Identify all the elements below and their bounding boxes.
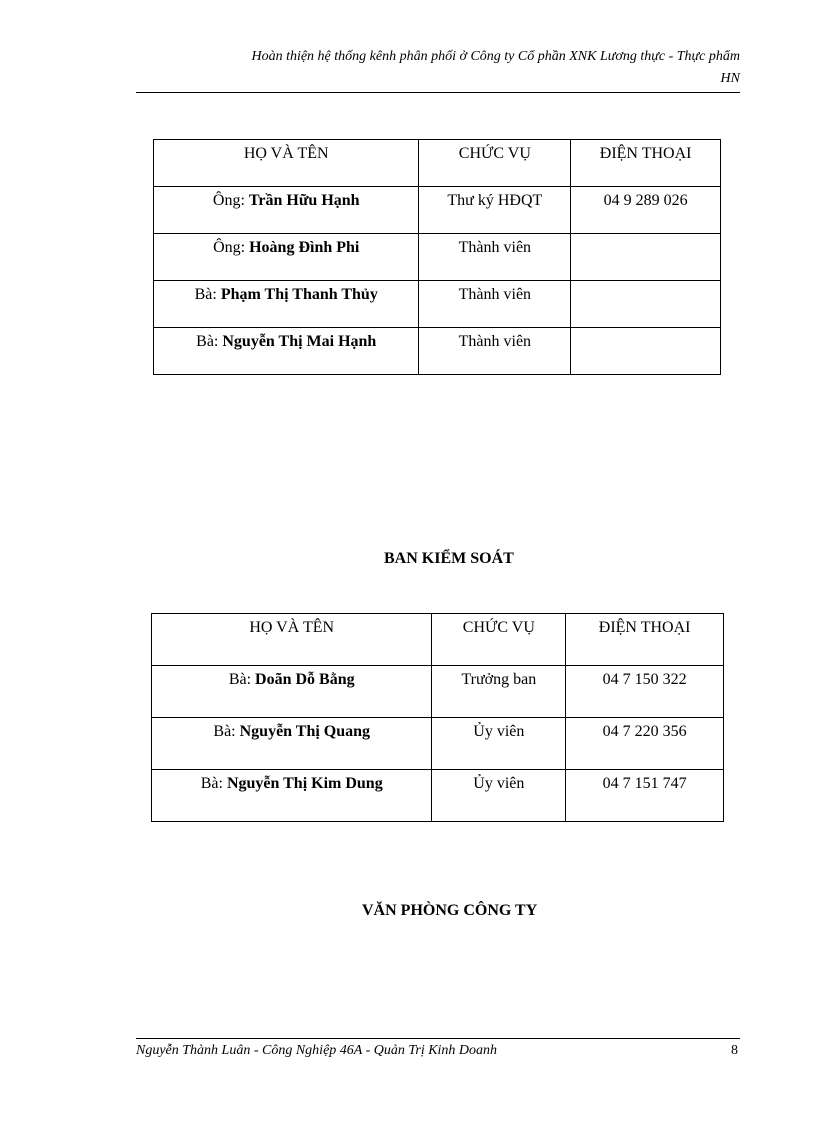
header-divider — [136, 92, 740, 93]
table-header-row — [154, 140, 721, 187]
member-name: Nguyễn Thị Kim Dung — [226, 775, 383, 792]
header-line-1: Hoàn thiện hệ thống kênh phân phối ở Công ty Cổ phần XNK Lương thực - Thực phẩm — [251, 49, 740, 64]
member-name-cell — [154, 234, 419, 281]
member-phone — [571, 234, 721, 281]
board-members-table — [153, 139, 721, 375]
table-row — [152, 770, 724, 822]
member-name-cell — [154, 328, 419, 375]
member-name-cell — [152, 770, 432, 822]
footer-divider — [136, 1038, 740, 1039]
table-row — [152, 718, 724, 770]
member-prefix: Ông: — [212, 192, 245, 209]
member-name-cell — [154, 187, 419, 234]
member-phone: 04 7 150 322 — [566, 666, 724, 718]
page-header — [136, 46, 740, 90]
member-position: Thành viên — [419, 234, 571, 281]
member-prefix: Ông: — [213, 239, 246, 256]
control-board-table — [151, 613, 724, 822]
member-phone — [571, 281, 721, 328]
table-row — [154, 234, 721, 281]
member-prefix: Bà: — [200, 775, 223, 792]
table-row — [154, 281, 721, 328]
member-name-cell — [152, 666, 432, 718]
member-name: Phạm Thị Thanh Thủy — [220, 286, 378, 303]
member-name-cell — [152, 718, 432, 770]
member-prefix: Bà: — [194, 286, 217, 303]
member-phone: 04 7 151 747 — [566, 770, 724, 822]
header-position: CHỨC VỤ — [419, 140, 571, 187]
header-name: HỌ VÀ TÊN — [152, 614, 432, 666]
member-name-cell — [154, 281, 419, 328]
table-row — [152, 666, 724, 718]
page-number: 8 — [731, 1043, 738, 1058]
member-position: Thành viên — [419, 328, 571, 375]
member-phone — [571, 328, 721, 375]
member-name: Doãn Dỗ Bằng — [255, 671, 355, 688]
member-name: Hoàng Đình Phi — [249, 239, 360, 256]
header-name: HỌ VÀ TÊN — [154, 140, 419, 187]
company-office-title: VĂN PHÒNG CÔNG TY — [362, 902, 538, 919]
table-row — [154, 328, 721, 375]
member-position: Thư ký HĐQT — [419, 187, 571, 234]
member-position: Trưởng ban — [432, 666, 566, 718]
table-header-row — [152, 614, 724, 666]
page-footer — [136, 1042, 740, 1060]
member-phone: 04 7 220 356 — [566, 718, 724, 770]
member-name: Trần Hữu Hạnh — [248, 192, 360, 209]
member-prefix: Bà: — [213, 723, 236, 740]
member-phone: 04 9 289 026 — [571, 187, 721, 234]
member-position: Ủy viên — [432, 718, 566, 770]
control-board-title: BAN KIỂM SOÁT — [384, 550, 514, 567]
member-name: Nguyễn Thị Mai Hạnh — [222, 333, 377, 350]
footer-author: Nguyễn Thành Luân - Công Nghiệp 46A - Quản Trị Kinh Doanh — [136, 1043, 498, 1058]
member-name: Nguyễn Thị Quang — [239, 723, 371, 740]
header-position: CHỨC VỤ — [432, 614, 566, 666]
member-position: Thành viên — [419, 281, 571, 328]
member-prefix: Bà: — [228, 671, 252, 688]
header-phone: ĐIỆN THOẠI — [571, 140, 721, 187]
table-row — [154, 187, 721, 234]
member-position: Ủy viên — [432, 770, 566, 822]
header-line-2: HN — [720, 71, 740, 86]
header-phone: ĐIỆN THOẠI — [566, 614, 724, 666]
member-prefix: Bà: — [196, 333, 219, 350]
